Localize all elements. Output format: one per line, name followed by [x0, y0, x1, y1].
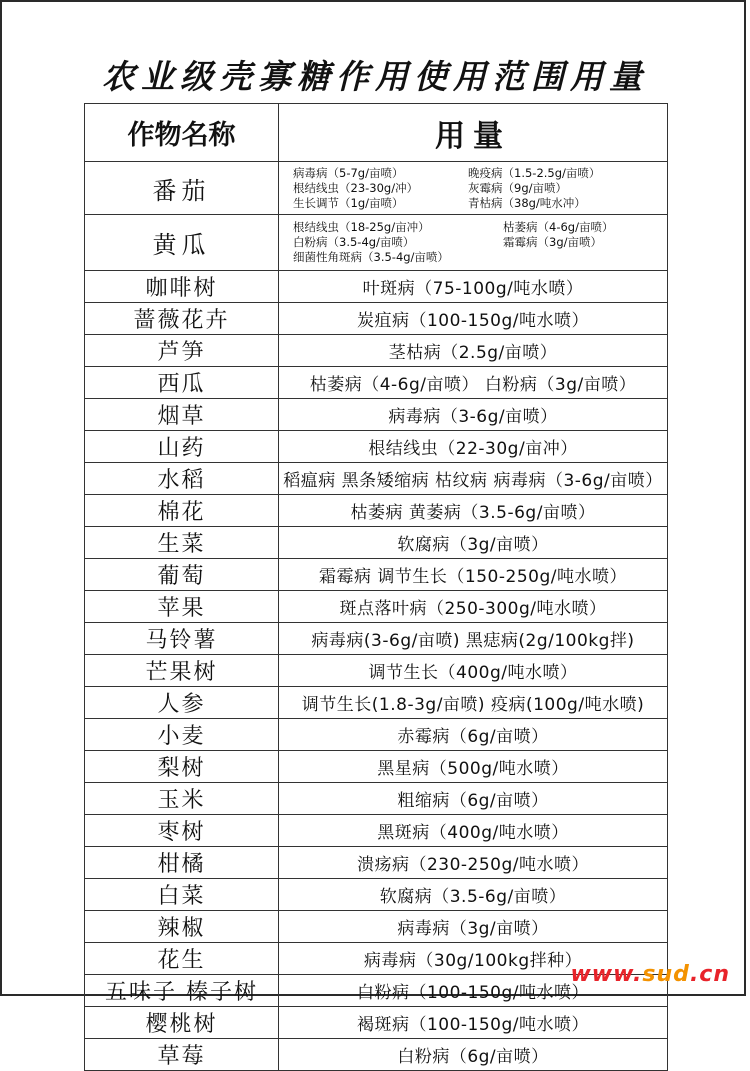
usage-value: 白粉病（6g/亩喷）	[279, 1039, 668, 1071]
crop-name: 人参	[85, 687, 279, 719]
table-row	[85, 495, 668, 527]
table-row	[85, 463, 668, 495]
table-row	[85, 271, 668, 303]
usage-value: 病毒病（3g/亩喷）	[279, 911, 668, 943]
usage-line: 根结线虫（18-25g/亩冲） 枯萎病（4-6g/亩喷）	[293, 220, 614, 234]
table-header-row	[85, 104, 668, 162]
usage-value: 黑星病（500g/吨水喷）	[279, 751, 668, 783]
crop-name: 柑橘	[85, 847, 279, 879]
table-row	[85, 591, 668, 623]
crop-name: 花生	[85, 943, 279, 975]
crop-name: 辣椒	[85, 911, 279, 943]
table-row	[85, 215, 668, 271]
crop-name: 蔷薇花卉	[85, 303, 279, 335]
usage-value: 软腐病（3g/亩喷）	[279, 527, 668, 559]
usage-value: 黑斑病（400g/吨水喷）	[279, 815, 668, 847]
crop-name: 水稻	[85, 463, 279, 495]
usage-value: 霜霉病 调节生长（150-250g/吨水喷）	[279, 559, 668, 591]
table-row	[85, 751, 668, 783]
crop-name: 白菜	[85, 879, 279, 911]
page-title: 农业级壳寡糖作用使用范围用量	[102, 57, 648, 96]
table-row	[85, 655, 668, 687]
usage-value: 叶斑病（75-100g/吨水喷）	[279, 271, 668, 303]
crop-name: 番茄	[85, 162, 279, 215]
crop-name: 烟草	[85, 399, 279, 431]
table-row	[85, 911, 668, 943]
table-row	[85, 879, 668, 911]
usage-value: 调节生长(1.8-3g/亩喷) 疫病(100g/吨水喷)	[279, 687, 668, 719]
usage-value: 炭疽病（100-150g/吨水喷）	[279, 303, 668, 335]
usage-value: 根结线虫（22-30g/亩冲）	[279, 431, 668, 463]
usage-line: 病毒病（5-7g/亩喷） 晚疫病（1.5-2.5g/亩喷）	[293, 165, 601, 180]
usage-line: 细菌性角斑病（3.5-4g/亩喷）	[293, 250, 449, 264]
usage-line: 白粉病（3.5-4g/亩喷） 霜霉病（3g/亩喷）	[293, 235, 602, 249]
crop-name: 咖啡树	[85, 271, 279, 303]
crop-name: 芒果树	[85, 655, 279, 687]
usage-value: 病毒病（3-6g/亩喷）	[279, 399, 668, 431]
crop-name: 草莓	[85, 1039, 279, 1071]
usage-line: 根结线虫（23-30g/冲） 灰霉病（9g/亩喷）	[293, 180, 567, 195]
usage-value: 茎枯病（2.5g/亩喷）	[279, 335, 668, 367]
table-row	[85, 399, 668, 431]
usage-cell	[279, 215, 668, 271]
crop-name: 马铃薯	[85, 623, 279, 655]
usage-value: 软腐病（3.5-6g/亩喷）	[279, 879, 668, 911]
table-row	[85, 367, 668, 399]
usage-value: 枯萎病（4-6g/亩喷） 白粉病（3g/亩喷）	[279, 367, 668, 399]
header-crop: 作物名称	[85, 104, 279, 162]
crop-name: 玉米	[85, 783, 279, 815]
usage-value: 斑点落叶病（250-300g/吨水喷）	[279, 591, 668, 623]
crop-name: 生菜	[85, 527, 279, 559]
table-row	[85, 431, 668, 463]
crop-name: 芦笋	[85, 335, 279, 367]
usage-value: 褐斑病（100-150g/吨水喷）	[279, 1007, 668, 1039]
crop-name: 小麦	[85, 719, 279, 751]
table-row	[85, 162, 668, 215]
crop-name: 葡萄	[85, 559, 279, 591]
watermark-suffix: .cn	[689, 962, 730, 987]
table-row	[85, 303, 668, 335]
usage-value: 病毒病（30g/100kg拌种）	[279, 943, 668, 975]
table-row	[85, 847, 668, 879]
watermark-prefix: www.	[570, 962, 643, 987]
table-row	[85, 527, 668, 559]
crop-name: 五味子 榛子树	[85, 975, 279, 1007]
table-row	[85, 687, 668, 719]
usage-value: 病毒病(3-6g/亩喷) 黑痣病(2g/100kg拌)	[279, 623, 668, 655]
table-row	[85, 1007, 668, 1039]
table-row	[85, 783, 668, 815]
usage-value: 白粉病（100-150g/吨水喷）	[279, 975, 668, 1007]
watermark-brand: sud	[642, 962, 690, 987]
usage-value: 溃疡病（230-250g/吨水喷）	[279, 847, 668, 879]
usage-line: 生长调节（1g/亩喷） 青枯病（38g/吨水冲）	[293, 195, 586, 210]
usage-value: 枯萎病 黄萎病（3.5-6g/亩喷）	[279, 495, 668, 527]
table-row	[85, 623, 668, 655]
usage-cell	[279, 162, 668, 215]
usage-value: 赤霉病（6g/亩喷）	[279, 719, 668, 751]
crop-name: 苹果	[85, 591, 279, 623]
table-row	[85, 719, 668, 751]
crop-name: 西瓜	[85, 367, 279, 399]
crop-name: 枣树	[85, 815, 279, 847]
crop-name: 梨树	[85, 751, 279, 783]
site-watermark	[570, 962, 730, 987]
header-usage: 用量	[279, 104, 668, 162]
table-row	[85, 1039, 668, 1071]
crop-name: 樱桃树	[85, 1007, 279, 1039]
crop-name: 山药	[85, 431, 279, 463]
crop-name: 黄瓜	[85, 215, 279, 271]
usage-value: 调节生长（400g/吨水喷）	[279, 655, 668, 687]
table-row	[85, 815, 668, 847]
table-row	[85, 335, 668, 367]
usage-value: 稻瘟病 黑条矮缩病 枯纹病 病毒病（3-6g/亩喷）	[279, 463, 668, 495]
usage-table	[84, 103, 668, 1071]
table-row	[85, 559, 668, 591]
crop-name: 棉花	[85, 495, 279, 527]
usage-value: 粗缩病（6g/亩喷）	[279, 783, 668, 815]
